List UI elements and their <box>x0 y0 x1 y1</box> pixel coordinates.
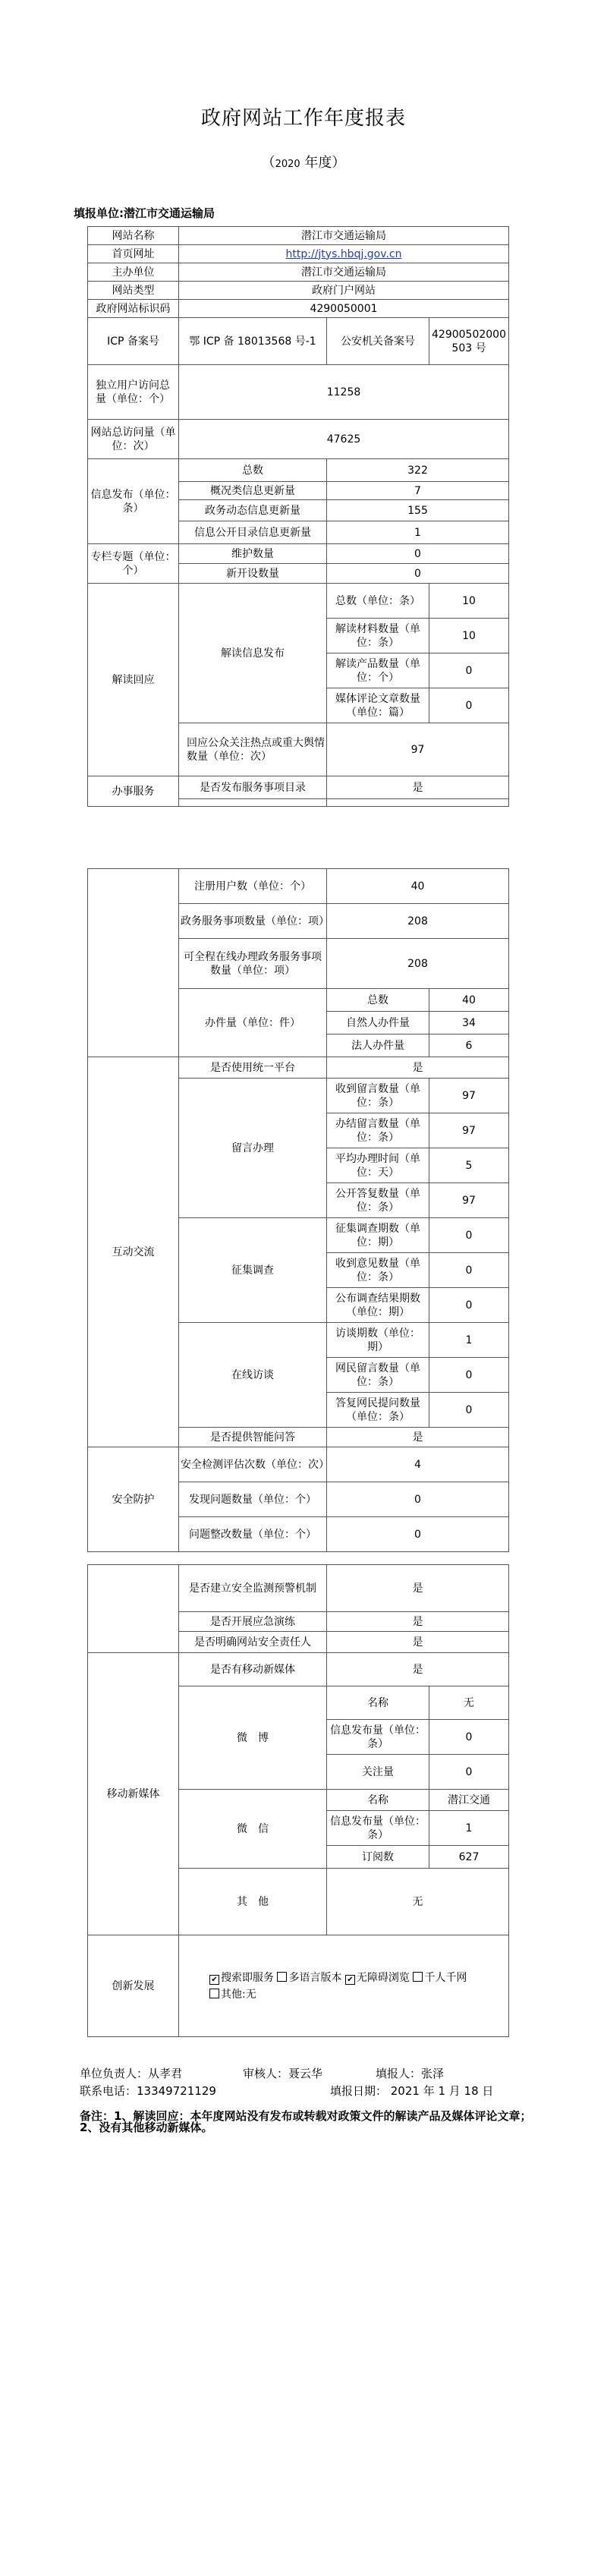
unit-leader: 单位负责人：从孝君 <box>80 2067 183 2080</box>
option-label: 无障碍浏览 <box>356 1971 410 1984</box>
service-person-label: 自然人办件量 <box>327 1012 429 1034</box>
site-code: 4290050001 <box>179 300 509 318</box>
info-catalog: 1 <box>327 521 509 544</box>
security-duty-label: 是否明确网站安全责任人 <box>179 1632 327 1653</box>
innovation-label: 创新发展 <box>88 1935 179 2037</box>
innovation-option-other[interactable] <box>209 1989 256 2001</box>
site-name: 潜江市交通运输局 <box>179 227 509 245</box>
weibo-posts: 0 <box>429 1720 509 1755</box>
security-warning: 是 <box>327 1565 509 1612</box>
column-label: 专栏专题（单位：个） <box>88 544 179 584</box>
security-fixed: 0 <box>327 1517 509 1552</box>
interact-smart: 是 <box>327 1428 509 1447</box>
fill-unit: 填报单位:潜江市交通运输局 <box>74 206 215 220</box>
contact-phone: 联系电话：13349721129 <box>80 2084 216 2098</box>
interact-smart-label: 是否提供智能问答 <box>179 1428 327 1447</box>
weibo-label: 微 博 <box>179 1686 327 1790</box>
column-maintain: 0 <box>327 544 509 564</box>
service-legal-label: 法人办件量 <box>327 1034 429 1057</box>
option-label: 搜索即服务 <box>221 1971 274 1984</box>
interpret-media-label: 媒体评论文章数量（单位：篇） <box>327 688 429 723</box>
pv-value: 47625 <box>179 420 509 459</box>
service-online: 208 <box>327 939 509 989</box>
wechat-posts: 1 <box>429 1811 509 1846</box>
service-users: 40 <box>327 869 509 904</box>
service-legal: 6 <box>429 1034 509 1057</box>
checkbox-checked-icon[interactable]: ✔ <box>345 1975 355 1985</box>
checkbox-checked-icon[interactable]: ✔ <box>209 1975 219 1985</box>
pv-label: 网站总访问量（单位：次） <box>88 420 179 459</box>
innovation-options <box>179 1935 509 2037</box>
info-dynamic-label: 政务动态信息更新量 <box>179 500 327 521</box>
wechat-subs: 627 <box>429 1846 509 1869</box>
info-total-label: 总数 <box>179 459 327 482</box>
fill-date: 填报日期： 2021 年 1 月 18 日 <box>329 2084 494 2098</box>
site-type: 政府门户网站 <box>179 282 509 300</box>
contact-line <box>80 2083 493 2099</box>
security-drill-label: 是否开展应急演练 <box>179 1612 327 1632</box>
innovation-option-search[interactable] <box>209 1972 274 1984</box>
sponsor-label: 主办单位 <box>88 263 179 282</box>
interact-interview-count: 1 <box>429 1323 509 1358</box>
option-label: 多语言版本 <box>288 1971 342 1984</box>
interact-public-label: 公开答复数量（单位：条） <box>327 1183 429 1218</box>
interact-survey-count-label: 征集调查期数（单位：期） <box>327 1218 429 1253</box>
wechat-name-label: 名称 <box>327 1790 429 1811</box>
wechat-posts-label: 信息发布量（单位：条） <box>327 1811 429 1846</box>
service-catalog-label: 是否发布服务事项目录 <box>179 776 327 799</box>
interpret-media: 0 <box>429 688 509 723</box>
wechat-subs-label: 订阅数 <box>327 1846 429 1869</box>
weibo-fans-label: 关注量 <box>327 1755 429 1790</box>
interact-msg-label: 留言办理 <box>179 1079 327 1218</box>
service-label: 办事服务 <box>88 776 179 807</box>
report-table-part1 <box>87 226 509 807</box>
interact-label: 互动交流 <box>88 1057 179 1447</box>
service-total: 40 <box>429 989 509 1012</box>
interact-result-label: 公布调查结果期数（单位：期） <box>327 1288 429 1323</box>
signatures-line <box>80 2065 444 2081</box>
security-fixed-label: 问题整改数量（单位：个） <box>179 1517 327 1552</box>
column-new-label: 新开设数量 <box>179 564 327 584</box>
interpret-total-label: 总数（单位：条） <box>327 584 429 619</box>
interact-avg-label: 平均办理时间（单位：天） <box>327 1148 429 1183</box>
weibo-posts-label: 信息发布量（单位：条） <box>327 1720 429 1755</box>
column-new: 0 <box>327 564 509 584</box>
security-label: 安全防护 <box>88 1447 179 1552</box>
info-overview-label: 概况类信息更新量 <box>179 482 327 500</box>
interact-result: 0 <box>429 1288 509 1323</box>
interpret-total: 10 <box>429 584 509 619</box>
interact-received: 97 <box>429 1079 509 1113</box>
security-continued <box>88 1565 179 1653</box>
interpret-material: 10 <box>429 619 509 653</box>
service-catalog: 是 <box>327 776 509 799</box>
year-open: （ <box>261 155 275 171</box>
remarks: 备注：1、解读回应：本年度网站没有发布或转载对政策文件的解读产品及媒体评论文章；2、没有其他移动新媒体。 <box>80 2109 532 2134</box>
service-items-label: 政务服务事项数量（单位：项） <box>179 904 327 939</box>
reviewer: 审核人：聂云华 <box>243 2067 323 2080</box>
security-found: 0 <box>327 1482 509 1517</box>
site-code-label: 政府网站标识码 <box>88 300 179 318</box>
interpret-label: 解读回应 <box>88 584 179 776</box>
info-overview: 7 <box>327 482 509 500</box>
interact-interview-count-label: 访谈期数（单位：期） <box>327 1323 429 1358</box>
interpret-publish-label: 解读信息发布 <box>179 584 327 723</box>
column-maintain-label: 维护数量 <box>179 544 327 564</box>
report-table-part3 <box>87 1564 509 2037</box>
police-number: 42900502000 503 号 <box>429 318 509 365</box>
innovation-option-personalized[interactable] <box>413 1972 467 1984</box>
interact-done-label: 办结留言数量（单位：条） <box>327 1113 429 1148</box>
weibo-name-label: 名称 <box>327 1686 429 1720</box>
interact-opinion: 0 <box>429 1253 509 1288</box>
interpret-product: 0 <box>429 653 509 688</box>
info-catalog-label: 信息公开目录信息更新量 <box>179 521 327 544</box>
uv-label: 独立用户访问总量（单位：个） <box>88 365 179 420</box>
report-table-part2 <box>87 868 509 1552</box>
interact-net-msg: 0 <box>429 1358 509 1393</box>
interact-net-msg-label: 网民留言数量（单位：条） <box>327 1358 429 1393</box>
interact-platform-label: 是否使用统一平台 <box>179 1057 327 1079</box>
interpret-respond-label: 回应公众关注热点或重大舆情数量（单位：次） <box>179 723 327 776</box>
home-url-link[interactable]: http://jtys.hbqj.gov.cn <box>285 247 402 260</box>
innovation-option-accessibility[interactable] <box>345 1972 410 1984</box>
interact-platform: 是 <box>327 1057 509 1079</box>
security-drill: 是 <box>327 1612 509 1632</box>
mobile-has: 是 <box>327 1653 509 1686</box>
interpret-respond: 97 <box>327 723 509 776</box>
page-title: 政府网站工作年度报表 <box>200 107 406 130</box>
home-url-label: 首页网址 <box>88 245 179 263</box>
info-label: 信息发布（单位：条） <box>88 459 179 544</box>
police-label: 公安机关备案号 <box>327 318 429 365</box>
security-check-label: 安全检测评估次数（单位：次） <box>179 1447 327 1482</box>
wechat-label: 微 信 <box>179 1790 327 1869</box>
interact-public: 97 <box>429 1183 509 1218</box>
security-duty: 是 <box>327 1632 509 1653</box>
option-label: 其他:无 <box>221 1988 256 2001</box>
site-type-label: 网站类型 <box>88 282 179 300</box>
mobile-has-label: 是否有移动新媒体 <box>179 1653 327 1686</box>
service-person: 34 <box>429 1012 509 1034</box>
interpret-material-label: 解读材料数量（单位：条） <box>327 619 429 653</box>
interact-avg: 5 <box>429 1148 509 1183</box>
interact-net-reply: 0 <box>429 1393 509 1428</box>
security-check: 4 <box>327 1447 509 1482</box>
interact-opinion-label: 收到意见数量（单位：条） <box>327 1253 429 1288</box>
weibo-name: 无 <box>429 1686 509 1720</box>
interpret-product-label: 解读产品数量（单位：个） <box>327 653 429 688</box>
checkbox-empty-icon[interactable] <box>277 1972 287 1982</box>
year-close: 年度） <box>300 155 346 171</box>
security-warning-label: 是否建立安全监测预警机制 <box>179 1565 327 1612</box>
interact-net-reply-label: 答复网民提问数量（单位：条） <box>327 1393 429 1428</box>
year-value: 2020 <box>275 159 300 170</box>
interact-survey-count: 0 <box>429 1218 509 1253</box>
uv-value: 11258 <box>179 365 509 420</box>
service-total-label: 总数 <box>327 989 429 1012</box>
service-items: 208 <box>327 904 509 939</box>
interact-interview-label: 在线访谈 <box>179 1323 327 1428</box>
filler: 填报人：张泽 <box>376 2067 445 2080</box>
mobile-label: 移动新媒体 <box>88 1653 179 1935</box>
option-label: 千人千网 <box>424 1971 467 1984</box>
service-continued <box>88 869 179 1057</box>
innovation-option-multilang[interactable] <box>277 1972 341 1984</box>
interact-received-label: 收到留言数量（单位：条） <box>327 1079 429 1113</box>
interact-done: 97 <box>429 1113 509 1148</box>
info-total: 322 <box>327 459 509 482</box>
icp-label: ICP 备案号 <box>88 318 179 365</box>
weibo-fans: 0 <box>429 1755 509 1790</box>
checkbox-empty-icon[interactable] <box>209 1989 219 1998</box>
sponsor: 潜江市交通运输局 <box>179 263 509 282</box>
service-online-label: 可全程在线办理政务服务事项数量（单位：项） <box>179 939 327 989</box>
security-found-label: 发现问题数量（单位：个） <box>179 1482 327 1517</box>
info-dynamic: 155 <box>327 500 509 521</box>
other-media-label: 其 他 <box>179 1869 327 1935</box>
service-users-label: 注册用户数（单位：个） <box>179 869 327 904</box>
report-year <box>0 152 607 172</box>
wechat-name: 潜江交通 <box>429 1790 509 1811</box>
interact-survey-label: 征集调查 <box>179 1218 327 1323</box>
site-name-label: 网站名称 <box>88 227 179 245</box>
service-handled-label: 办件量（单位：件） <box>179 989 327 1057</box>
other-media: 无 <box>327 1869 509 1935</box>
checkbox-empty-icon[interactable] <box>413 1972 423 1982</box>
icp-number: 鄂 ICP 备 18013568 号-1 <box>179 318 327 365</box>
